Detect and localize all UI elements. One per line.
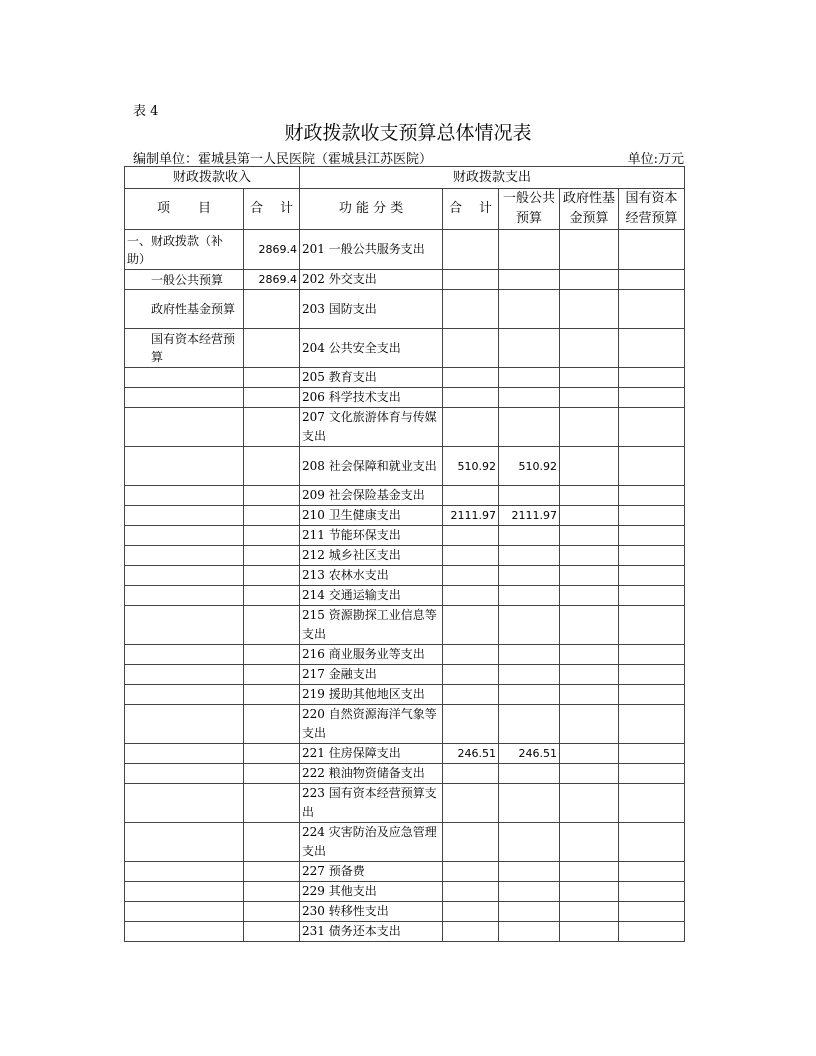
general-budget-cell bbox=[499, 882, 560, 902]
general-budget-cell bbox=[499, 526, 560, 546]
general-budget-cell bbox=[499, 665, 560, 685]
budget-table bbox=[124, 166, 685, 942]
gov-fund-budget-cell bbox=[560, 685, 619, 705]
state-capital-budget-cell bbox=[619, 685, 685, 705]
table-row bbox=[125, 270, 685, 290]
income-item-cell bbox=[125, 902, 244, 922]
gov-fund-budget-cell bbox=[560, 368, 619, 388]
income-total-cell bbox=[244, 744, 300, 764]
gov-fund-budget-cell bbox=[560, 902, 619, 922]
col-header-expense-total bbox=[443, 189, 499, 230]
expense-item-cell: 208 社会保障和就业支出 bbox=[300, 447, 443, 486]
expense-total-cell bbox=[443, 230, 499, 270]
income-item-cell bbox=[125, 486, 244, 506]
gov-fund-budget-cell bbox=[560, 408, 619, 447]
table-row bbox=[125, 764, 685, 784]
general-budget-cell bbox=[499, 546, 560, 566]
table-row bbox=[125, 685, 685, 705]
income-item-cell bbox=[125, 408, 244, 447]
total-header-part: 计 bbox=[280, 201, 294, 216]
income-item-cell bbox=[125, 922, 244, 942]
expense-total-cell bbox=[443, 368, 499, 388]
gov-fund-budget-cell bbox=[560, 388, 619, 408]
expense-item-cell: 229 其他支出 bbox=[300, 882, 443, 902]
expense-total-cell bbox=[443, 823, 499, 862]
expense-total-cell bbox=[443, 902, 499, 922]
income-total-cell bbox=[244, 685, 300, 705]
expense-item-cell: 213 农林水支出 bbox=[300, 566, 443, 586]
gov-fund-budget-cell bbox=[560, 486, 619, 506]
expense-total-cell bbox=[443, 862, 499, 882]
table-row bbox=[125, 388, 685, 408]
state-capital-budget-cell bbox=[619, 922, 685, 942]
expense-item-cell: 227 预备费 bbox=[300, 862, 443, 882]
state-capital-budget-cell bbox=[619, 270, 685, 290]
general-budget-cell bbox=[499, 486, 560, 506]
general-budget-cell bbox=[499, 368, 560, 388]
table-row bbox=[125, 526, 685, 546]
table-row bbox=[125, 329, 685, 368]
income-item-cell bbox=[125, 606, 244, 645]
income-item-cell bbox=[125, 665, 244, 685]
general-budget-cell bbox=[499, 606, 560, 645]
income-total-cell bbox=[244, 606, 300, 645]
gov-fund-budget-cell bbox=[560, 705, 619, 744]
general-budget-cell: 510.92 bbox=[499, 447, 560, 486]
general-budget-cell bbox=[499, 764, 560, 784]
expense-item-cell: 230 转移性支出 bbox=[300, 902, 443, 922]
general-budget-cell bbox=[499, 586, 560, 606]
page-title: 财政拨款收支预算总体情况表 bbox=[284, 122, 532, 144]
expense-total-cell bbox=[443, 882, 499, 902]
expense-item-cell: 215 资源勘探工业信息等支出 bbox=[300, 606, 443, 645]
table-row bbox=[125, 586, 685, 606]
state-capital-budget-cell bbox=[619, 447, 685, 486]
gov-fund-budget-cell bbox=[560, 270, 619, 290]
expense-item-cell: 209 社会保险基金支出 bbox=[300, 486, 443, 506]
income-total-cell bbox=[244, 526, 300, 546]
income-total-cell bbox=[244, 705, 300, 744]
general-budget-cell bbox=[499, 645, 560, 665]
gov-fund-budget-cell bbox=[560, 230, 619, 270]
income-item-cell: 政府性基金预算 bbox=[125, 290, 244, 329]
expense-total-cell bbox=[443, 705, 499, 744]
general-budget-cell bbox=[499, 823, 560, 862]
meta-row bbox=[133, 148, 684, 166]
income-total-cell bbox=[244, 862, 300, 882]
general-budget-cell bbox=[499, 290, 560, 329]
state-capital-budget-cell bbox=[619, 388, 685, 408]
state-capital-budget-cell bbox=[619, 290, 685, 329]
state-capital-budget-cell bbox=[619, 606, 685, 645]
table-row bbox=[125, 862, 685, 882]
income-total-cell bbox=[244, 388, 300, 408]
col-header-income-total bbox=[244, 189, 300, 230]
table-row bbox=[125, 447, 685, 486]
state-capital-budget-cell bbox=[619, 744, 685, 764]
expense-item-cell: 211 节能环保支出 bbox=[300, 526, 443, 546]
expense-total-cell bbox=[443, 566, 499, 586]
gov-fund-budget-cell bbox=[560, 922, 619, 942]
state-capital-budget-cell bbox=[619, 506, 685, 526]
expense-total-cell: 510.92 bbox=[443, 447, 499, 486]
income-item-cell: 一、财政拨款（补助） bbox=[125, 230, 244, 270]
state-capital-budget-cell bbox=[619, 645, 685, 665]
income-item-cell bbox=[125, 506, 244, 526]
gov-fund-budget-cell bbox=[560, 882, 619, 902]
state-capital-budget-cell bbox=[619, 329, 685, 368]
state-capital-budget-cell bbox=[619, 902, 685, 922]
table-row bbox=[125, 784, 685, 823]
table-row bbox=[125, 290, 685, 329]
income-total-cell bbox=[244, 546, 300, 566]
table-row bbox=[125, 506, 685, 526]
expense-total-cell bbox=[443, 922, 499, 942]
expense-total-cell bbox=[443, 546, 499, 566]
gov-fund-budget-cell bbox=[560, 784, 619, 823]
income-total-cell bbox=[244, 823, 300, 862]
income-item-cell bbox=[125, 882, 244, 902]
currency-unit: 单位:万元 bbox=[627, 152, 684, 167]
expense-total-cell bbox=[443, 784, 499, 823]
income-total-cell: 2869.4 bbox=[244, 230, 300, 270]
expense-item-cell: 231 债务还本支出 bbox=[300, 922, 443, 942]
general-budget-cell bbox=[499, 902, 560, 922]
income-total-cell bbox=[244, 447, 300, 486]
gov-fund-budget-cell bbox=[560, 447, 619, 486]
general-budget-cell bbox=[499, 388, 560, 408]
income-item-cell bbox=[125, 566, 244, 586]
income-total-cell bbox=[244, 566, 300, 586]
income-item-cell bbox=[125, 744, 244, 764]
table-row bbox=[125, 744, 685, 764]
income-total-cell bbox=[244, 882, 300, 902]
general-budget-cell bbox=[499, 685, 560, 705]
col-header-gov-fund-budget: 政府性基金预算 bbox=[560, 189, 619, 230]
expense-total-cell bbox=[443, 606, 499, 645]
state-capital-budget-cell bbox=[619, 486, 685, 506]
expense-item-cell: 214 交通运输支出 bbox=[300, 586, 443, 606]
income-item-cell bbox=[125, 784, 244, 823]
income-item-cell bbox=[125, 645, 244, 665]
col-header-general-budget: 一般公共预算 bbox=[499, 189, 560, 230]
income-item-cell bbox=[125, 388, 244, 408]
expense-item-cell: 220 自然资源海洋气象等支出 bbox=[300, 705, 443, 744]
expense-item-cell: 202 外交支出 bbox=[300, 270, 443, 290]
table-row bbox=[125, 230, 685, 270]
gov-fund-budget-cell bbox=[560, 290, 619, 329]
expense-total-cell bbox=[443, 486, 499, 506]
total-header-part: 合 bbox=[250, 201, 264, 216]
compiler-unit: 编制单位：霍城县第一人民医院（霍城县江苏医院） bbox=[133, 152, 433, 167]
col-header-state-capital-budget: 国有资本经营预算 bbox=[619, 189, 685, 230]
table-row bbox=[125, 645, 685, 665]
income-item-cell bbox=[125, 526, 244, 546]
gov-fund-budget-cell bbox=[560, 606, 619, 645]
table-row bbox=[125, 902, 685, 922]
gov-fund-budget-cell bbox=[560, 586, 619, 606]
general-budget-cell bbox=[499, 862, 560, 882]
table-row bbox=[125, 486, 685, 506]
expense-item-cell: 222 粮油物资储备支出 bbox=[300, 764, 443, 784]
income-total-cell bbox=[244, 368, 300, 388]
income-total-cell bbox=[244, 902, 300, 922]
table-row bbox=[125, 823, 685, 862]
expense-total-cell: 246.51 bbox=[443, 744, 499, 764]
state-capital-budget-cell bbox=[619, 705, 685, 744]
table-row bbox=[125, 566, 685, 586]
expense-total-cell: 2111.97 bbox=[443, 506, 499, 526]
income-group-header: 财政拨款收入 bbox=[125, 167, 300, 189]
state-capital-budget-cell bbox=[619, 566, 685, 586]
table-row bbox=[125, 606, 685, 645]
total-header-part: 合 bbox=[449, 201, 463, 216]
gov-fund-budget-cell bbox=[560, 764, 619, 784]
income-item-cell bbox=[125, 447, 244, 486]
gov-fund-budget-cell bbox=[560, 645, 619, 665]
gov-fund-budget-cell bbox=[560, 526, 619, 546]
total-header-part: 计 bbox=[479, 201, 493, 216]
state-capital-budget-cell bbox=[619, 526, 685, 546]
expense-total-cell bbox=[443, 586, 499, 606]
expense-total-cell bbox=[443, 665, 499, 685]
income-item-cell bbox=[125, 586, 244, 606]
state-capital-budget-cell bbox=[619, 665, 685, 685]
state-capital-budget-cell bbox=[619, 408, 685, 447]
table-row bbox=[125, 922, 685, 942]
gov-fund-budget-cell bbox=[560, 546, 619, 566]
expense-item-cell: 223 国有资本经营预算支出 bbox=[300, 784, 443, 823]
income-total-cell bbox=[244, 586, 300, 606]
gov-fund-budget-cell bbox=[560, 566, 619, 586]
income-total-cell bbox=[244, 290, 300, 329]
general-budget-cell bbox=[499, 270, 560, 290]
expense-item-cell: 206 科学技术支出 bbox=[300, 388, 443, 408]
expense-item-cell: 219 援助其他地区支出 bbox=[300, 685, 443, 705]
gov-fund-budget-cell bbox=[560, 823, 619, 862]
income-item-cell bbox=[125, 705, 244, 744]
expense-total-cell bbox=[443, 270, 499, 290]
expense-total-cell bbox=[443, 329, 499, 368]
gov-fund-budget-cell bbox=[560, 862, 619, 882]
table-row bbox=[125, 368, 685, 388]
income-item-cell bbox=[125, 764, 244, 784]
income-total-cell bbox=[244, 764, 300, 784]
income-total-cell bbox=[244, 784, 300, 823]
general-budget-cell: 246.51 bbox=[499, 744, 560, 764]
expense-item-cell: 203 国防支出 bbox=[300, 290, 443, 329]
gov-fund-budget-cell bbox=[560, 665, 619, 685]
gov-fund-budget-cell bbox=[560, 744, 619, 764]
expense-item-cell: 212 城乡社区支出 bbox=[300, 546, 443, 566]
item-header-part: 目 bbox=[197, 201, 211, 216]
state-capital-budget-cell bbox=[619, 230, 685, 270]
expense-total-cell bbox=[443, 685, 499, 705]
expense-item-cell: 216 商业服务业等支出 bbox=[300, 645, 443, 665]
table-body bbox=[125, 230, 685, 942]
general-budget-cell bbox=[499, 922, 560, 942]
table-row bbox=[125, 546, 685, 566]
expense-total-cell bbox=[443, 764, 499, 784]
income-item-cell bbox=[125, 368, 244, 388]
expense-item-cell: 221 住房保障支出 bbox=[300, 744, 443, 764]
general-budget-cell bbox=[499, 329, 560, 368]
table-row bbox=[125, 408, 685, 447]
column-header-row bbox=[125, 189, 685, 230]
col-header-item bbox=[125, 189, 244, 230]
expense-item-cell: 205 教育支出 bbox=[300, 368, 443, 388]
general-budget-cell: 2111.97 bbox=[499, 506, 560, 526]
general-budget-cell bbox=[499, 566, 560, 586]
income-total-cell bbox=[244, 922, 300, 942]
state-capital-budget-cell bbox=[619, 368, 685, 388]
group-header-row bbox=[125, 167, 685, 189]
gov-fund-budget-cell bbox=[560, 506, 619, 526]
general-budget-cell bbox=[499, 408, 560, 447]
income-total-cell bbox=[244, 665, 300, 685]
expense-total-cell bbox=[443, 408, 499, 447]
income-item-cell bbox=[125, 862, 244, 882]
state-capital-budget-cell bbox=[619, 586, 685, 606]
item-header-part: 项 bbox=[157, 201, 171, 216]
income-item-cell bbox=[125, 546, 244, 566]
table-number-label: 表 4 bbox=[133, 104, 159, 119]
expense-total-cell bbox=[443, 645, 499, 665]
general-budget-cell bbox=[499, 705, 560, 744]
income-total-cell bbox=[244, 506, 300, 526]
income-total-cell: 2869.4 bbox=[244, 270, 300, 290]
state-capital-budget-cell bbox=[619, 784, 685, 823]
expense-group-header: 财政拨款支出 bbox=[300, 167, 685, 189]
expense-item-cell: 207 文化旅游体育与传媒支出 bbox=[300, 408, 443, 447]
table-row bbox=[125, 882, 685, 902]
expense-item-cell: 224 灾害防治及应急管理支出 bbox=[300, 823, 443, 862]
state-capital-budget-cell bbox=[619, 764, 685, 784]
income-total-cell bbox=[244, 645, 300, 665]
general-budget-cell bbox=[499, 230, 560, 270]
income-item-cell: 一般公共预算 bbox=[125, 270, 244, 290]
expense-total-cell bbox=[443, 290, 499, 329]
state-capital-budget-cell bbox=[619, 823, 685, 862]
state-capital-budget-cell bbox=[619, 546, 685, 566]
income-total-cell bbox=[244, 329, 300, 368]
income-total-cell bbox=[244, 408, 300, 447]
expense-total-cell bbox=[443, 388, 499, 408]
expense-total-cell bbox=[443, 526, 499, 546]
expense-item-cell: 217 金融支出 bbox=[300, 665, 443, 685]
col-header-function-class: 功 能 分 类 bbox=[300, 189, 443, 230]
table-row bbox=[125, 665, 685, 685]
state-capital-budget-cell bbox=[619, 882, 685, 902]
gov-fund-budget-cell bbox=[560, 329, 619, 368]
income-item-cell bbox=[125, 823, 244, 862]
income-item-cell: 国有资本经营预算 bbox=[125, 329, 244, 368]
expense-item-cell: 204 公共安全支出 bbox=[300, 329, 443, 368]
income-total-cell bbox=[244, 486, 300, 506]
income-item-cell bbox=[125, 685, 244, 705]
state-capital-budget-cell bbox=[619, 862, 685, 882]
table-row bbox=[125, 705, 685, 744]
general-budget-cell bbox=[499, 784, 560, 823]
expense-item-cell: 210 卫生健康支出 bbox=[300, 506, 443, 526]
expense-item-cell: 201 一般公共服务支出 bbox=[300, 230, 443, 270]
